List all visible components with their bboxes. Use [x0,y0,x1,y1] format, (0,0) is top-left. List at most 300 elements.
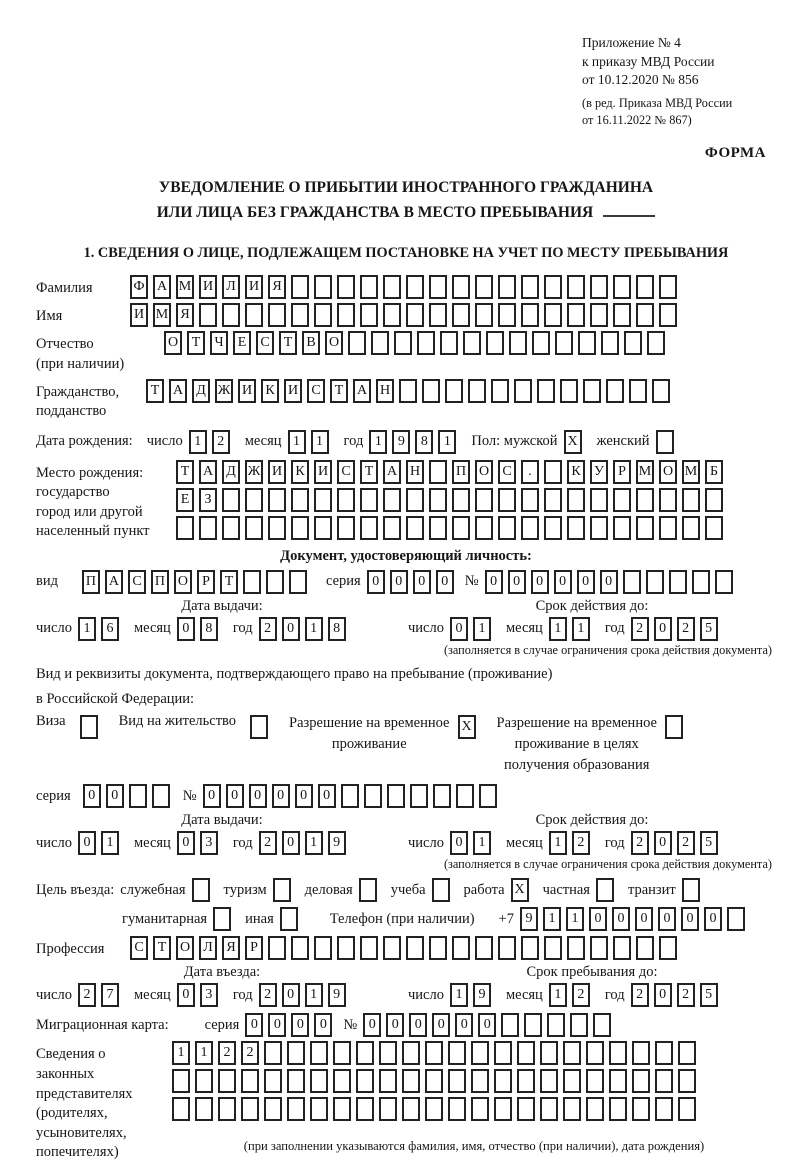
char-cell[interactable]: 2 [572,983,590,1007]
char-cell[interactable] [471,1069,489,1093]
char-cell[interactable] [399,379,417,403]
char-cell[interactable] [333,1069,351,1093]
char-cell[interactable]: 2 [677,831,695,855]
char-cell[interactable] [383,303,401,327]
char-cell[interactable]: 0 [450,617,468,641]
char-cell[interactable] [593,1013,611,1037]
char-cell[interactable] [417,331,435,355]
residence-number-cells[interactable] [203,784,502,808]
phone-cells[interactable] [520,907,750,931]
char-cell[interactable]: 2 [631,983,649,1007]
char-cell[interactable] [429,460,447,484]
char-cell[interactable] [586,1041,604,1065]
char-cell[interactable]: К [567,460,585,484]
char-cell[interactable] [646,570,664,594]
char-cell[interactable] [383,488,401,512]
checkbox-transit[interactable] [682,878,705,902]
char-cell[interactable] [425,1041,443,1065]
char-cell[interactable] [501,1013,519,1037]
char-cell[interactable] [406,488,424,512]
char-cell[interactable] [172,1069,190,1093]
char-cell[interactable]: 0 [654,617,672,641]
char-cell[interactable] [356,1041,374,1065]
representatives-cells-line2[interactable] [172,1069,776,1093]
char-cell[interactable]: П [452,460,470,484]
char-cell[interactable] [521,303,539,327]
char-cell[interactable] [452,303,470,327]
char-cell[interactable]: С [128,570,146,594]
residence-series-cells[interactable] [83,784,175,808]
char-cell[interactable]: 1 [566,907,584,931]
char-cell[interactable]: 0 [612,907,630,931]
doc-expiry-year-cells[interactable] [631,617,723,641]
char-cell[interactable] [517,1069,535,1093]
char-cell[interactable] [517,1041,535,1065]
char-cell[interactable] [268,516,286,540]
char-cell[interactable] [655,1097,673,1121]
char-cell[interactable]: 0 [436,570,454,594]
char-cell[interactable]: 0 [531,570,549,594]
char-cell[interactable] [402,1069,420,1093]
entry-month-cells[interactable] [177,983,223,1007]
char-cell[interactable] [629,379,647,403]
char-cell[interactable] [678,1097,696,1121]
char-cell[interactable]: И [130,303,148,327]
checkbox-business[interactable] [359,878,382,902]
char-cell[interactable] [348,331,366,355]
checkbox-female[interactable] [656,430,679,454]
char-cell[interactable] [544,460,562,484]
char-cell[interactable] [682,516,700,540]
residence-expiry-month-cells[interactable] [549,831,595,855]
char-cell[interactable]: 9 [520,907,538,931]
entry-year-cells[interactable] [259,983,351,1007]
char-cell[interactable] [613,936,631,960]
char-cell[interactable] [406,275,424,299]
char-cell[interactable]: 2 [677,617,695,641]
char-cell[interactable] [264,1069,282,1093]
char-cell[interactable] [596,878,614,902]
char-cell[interactable]: 1 [305,617,323,641]
char-cell[interactable] [471,1097,489,1121]
char-cell[interactable] [199,516,217,540]
char-cell[interactable] [432,878,450,902]
char-cell[interactable] [241,1069,259,1093]
char-cell[interactable] [586,1069,604,1093]
char-cell[interactable]: Е [176,488,194,512]
char-cell[interactable] [291,275,309,299]
char-cell[interactable]: 1 [438,430,456,454]
char-cell[interactable] [429,516,447,540]
char-cell[interactable] [669,570,687,594]
char-cell[interactable]: Е [233,331,251,355]
char-cell[interactable] [623,570,641,594]
char-cell[interactable]: 2 [218,1041,236,1065]
char-cell[interactable]: Р [613,460,631,484]
char-cell[interactable] [394,331,412,355]
char-cell[interactable] [448,1097,466,1121]
char-cell[interactable] [468,379,486,403]
char-cell[interactable]: 0 [635,907,653,931]
char-cell[interactable]: 0 [363,1013,381,1037]
checkbox-tourism[interactable] [273,878,296,902]
char-cell[interactable] [475,516,493,540]
char-cell[interactable]: М [176,275,194,299]
char-cell[interactable] [337,516,355,540]
doc-type-cells[interactable] [82,570,312,594]
char-cell[interactable]: 0 [450,831,468,855]
stay-year-cells[interactable] [631,983,723,1007]
char-cell[interactable] [636,488,654,512]
char-cell[interactable]: 0 [681,907,699,931]
char-cell[interactable] [656,430,674,454]
char-cell[interactable] [387,784,405,808]
char-cell[interactable]: 0 [282,831,300,855]
residence-issue-day-cells[interactable] [78,831,124,855]
char-cell[interactable]: 1 [549,831,567,855]
char-cell[interactable] [665,715,683,739]
char-cell[interactable] [356,1097,374,1121]
char-cell[interactable] [514,379,532,403]
char-cell[interactable] [360,303,378,327]
checkbox-other[interactable] [280,907,303,931]
char-cell[interactable] [429,303,447,327]
char-cell[interactable]: Д [192,379,210,403]
profession-cells[interactable] [130,936,682,960]
char-cell[interactable] [636,516,654,540]
char-cell[interactable]: 0 [282,983,300,1007]
char-cell[interactable]: К [291,460,309,484]
char-cell[interactable] [341,784,359,808]
char-cell[interactable] [586,1097,604,1121]
doc-issue-month-cells[interactable] [177,617,223,641]
char-cell[interactable] [129,784,147,808]
char-cell[interactable]: И [245,275,263,299]
char-cell[interactable]: 2 [631,831,649,855]
char-cell[interactable]: 8 [200,617,218,641]
char-cell[interactable] [80,715,98,739]
char-cell[interactable] [337,275,355,299]
char-cell[interactable]: 0 [177,831,195,855]
char-cell[interactable]: Н [406,460,424,484]
char-cell[interactable]: 0 [600,570,618,594]
char-cell[interactable]: И [199,275,217,299]
char-cell[interactable] [406,516,424,540]
char-cell[interactable]: 2 [78,983,96,1007]
char-cell[interactable] [402,1041,420,1065]
char-cell[interactable] [567,303,585,327]
char-cell[interactable]: М [153,303,171,327]
char-cell[interactable] [195,1097,213,1121]
char-cell[interactable] [636,936,654,960]
stay-day-cells[interactable] [450,983,496,1007]
char-cell[interactable]: 0 [508,570,526,594]
char-cell[interactable] [287,1041,305,1065]
char-cell[interactable]: 0 [455,1013,473,1037]
char-cell[interactable] [310,1069,328,1093]
char-cell[interactable] [590,275,608,299]
char-cell[interactable] [456,784,474,808]
char-cell[interactable]: 0 [554,570,572,594]
char-cell[interactable] [547,1013,565,1037]
char-cell[interactable] [268,936,286,960]
char-cell[interactable] [590,936,608,960]
birth-place-cells-line3[interactable] [176,516,728,540]
char-cell[interactable]: 2 [572,831,590,855]
char-cell[interactable] [563,1041,581,1065]
char-cell[interactable]: С [498,460,516,484]
char-cell[interactable]: А [169,379,187,403]
char-cell[interactable] [494,1041,512,1065]
checkbox-temp-permit[interactable] [458,715,481,739]
patronymic-cells[interactable] [164,331,670,355]
char-cell[interactable] [567,275,585,299]
char-cell[interactable] [280,907,298,931]
char-cell[interactable] [291,516,309,540]
char-cell[interactable] [521,275,539,299]
char-cell[interactable]: 0 [282,617,300,641]
char-cell[interactable] [291,303,309,327]
checkbox-visa[interactable] [80,715,103,739]
char-cell[interactable] [429,275,447,299]
representatives-cells-line1[interactable] [172,1041,776,1065]
char-cell[interactable] [452,516,470,540]
checkbox-study[interactable] [432,878,455,902]
char-cell[interactable] [524,1013,542,1037]
char-cell[interactable] [475,303,493,327]
char-cell[interactable] [429,488,447,512]
char-cell[interactable]: 2 [631,617,649,641]
char-cell[interactable] [241,1097,259,1121]
char-cell[interactable]: 0 [245,1013,263,1037]
char-cell[interactable] [222,488,240,512]
stay-month-cells[interactable] [549,983,595,1007]
migration-number-cells[interactable] [363,1013,616,1037]
char-cell[interactable]: И [314,460,332,484]
char-cell[interactable]: 1 [172,1041,190,1065]
char-cell[interactable]: 0 [83,784,101,808]
char-cell[interactable] [287,1069,305,1093]
char-cell[interactable] [682,878,700,902]
checkbox-humanitarian[interactable] [213,907,236,931]
char-cell[interactable]: 5 [700,831,718,855]
birth-place-cells-line2[interactable] [176,488,728,512]
char-cell[interactable] [498,936,516,960]
char-cell[interactable] [715,570,733,594]
birth-month-cells[interactable] [288,430,334,454]
char-cell[interactable]: 1 [189,430,207,454]
char-cell[interactable]: 0 [78,831,96,855]
char-cell[interactable] [268,488,286,512]
citizenship-cells[interactable] [146,379,675,403]
char-cell[interactable]: 5 [700,617,718,641]
char-cell[interactable] [287,1097,305,1121]
char-cell[interactable] [498,275,516,299]
char-cell[interactable]: 8 [328,617,346,641]
char-cell[interactable]: А [105,570,123,594]
char-cell[interactable] [245,303,263,327]
doc-series-cells[interactable] [367,570,459,594]
char-cell[interactable] [218,1097,236,1121]
char-cell[interactable]: 0 [658,907,676,931]
char-cell[interactable]: 5 [700,983,718,1007]
char-cell[interactable] [222,516,240,540]
char-cell[interactable] [613,303,631,327]
char-cell[interactable]: Т [279,331,297,355]
char-cell[interactable] [486,331,504,355]
migration-series-cells[interactable] [245,1013,337,1037]
char-cell[interactable]: 2 [259,617,277,641]
char-cell[interactable] [655,1041,673,1065]
char-cell[interactable] [632,1097,650,1121]
char-cell[interactable]: О [164,331,182,355]
char-cell[interactable] [440,331,458,355]
char-cell[interactable] [364,784,382,808]
char-cell[interactable] [590,488,608,512]
char-cell[interactable] [609,1041,627,1065]
char-cell[interactable]: 0 [478,1013,496,1037]
char-cell[interactable]: X [511,878,529,902]
char-cell[interactable] [266,570,284,594]
char-cell[interactable]: 0 [432,1013,450,1037]
char-cell[interactable] [314,936,332,960]
char-cell[interactable] [632,1041,650,1065]
char-cell[interactable]: 0 [203,784,221,808]
char-cell[interactable]: У [590,460,608,484]
char-cell[interactable] [379,1097,397,1121]
char-cell[interactable]: С [256,331,274,355]
char-cell[interactable] [601,331,619,355]
char-cell[interactable]: А [153,275,171,299]
char-cell[interactable]: X [564,430,582,454]
char-cell[interactable]: 1 [473,831,491,855]
char-cell[interactable] [692,570,710,594]
char-cell[interactable] [273,878,291,902]
char-cell[interactable]: 2 [677,983,695,1007]
char-cell[interactable]: 0 [106,784,124,808]
char-cell[interactable] [452,488,470,512]
char-cell[interactable]: 1 [288,430,306,454]
char-cell[interactable] [310,1041,328,1065]
char-cell[interactable]: 1 [195,1041,213,1065]
char-cell[interactable] [310,1097,328,1121]
char-cell[interactable]: Т [330,379,348,403]
char-cell[interactable] [192,878,210,902]
char-cell[interactable] [213,907,231,931]
char-cell[interactable]: 0 [318,784,336,808]
char-cell[interactable] [291,936,309,960]
char-cell[interactable] [268,303,286,327]
char-cell[interactable] [152,784,170,808]
char-cell[interactable]: М [682,460,700,484]
doc-expiry-month-cells[interactable] [549,617,595,641]
char-cell[interactable] [433,784,451,808]
doc-expiry-day-cells[interactable] [450,617,496,641]
char-cell[interactable]: В [302,331,320,355]
char-cell[interactable] [356,1069,374,1093]
char-cell[interactable] [379,1041,397,1065]
representatives-cells-line3[interactable] [172,1097,776,1121]
char-cell[interactable]: И [238,379,256,403]
char-cell[interactable]: 1 [305,831,323,855]
char-cell[interactable] [245,516,263,540]
char-cell[interactable] [659,303,677,327]
char-cell[interactable] [540,1041,558,1065]
char-cell[interactable] [636,275,654,299]
char-cell[interactable] [333,1097,351,1121]
char-cell[interactable] [563,1097,581,1121]
checkbox-work[interactable] [511,878,534,902]
char-cell[interactable]: 0 [409,1013,427,1037]
checkbox-residence-permit[interactable] [250,715,273,739]
char-cell[interactable]: 0 [654,983,672,1007]
char-cell[interactable] [479,784,497,808]
char-cell[interactable] [655,1069,673,1093]
char-cell[interactable]: О [325,331,343,355]
char-cell[interactable] [613,488,631,512]
char-cell[interactable]: X [458,715,476,739]
char-cell[interactable]: Р [245,936,263,960]
char-cell[interactable] [567,488,585,512]
char-cell[interactable] [682,488,700,512]
birth-year-cells[interactable] [369,430,461,454]
char-cell[interactable] [250,715,268,739]
char-cell[interactable]: Ч [210,331,228,355]
char-cell[interactable] [606,379,624,403]
char-cell[interactable]: 0 [226,784,244,808]
char-cell[interactable] [422,379,440,403]
char-cell[interactable] [613,275,631,299]
surname-cells[interactable] [130,275,682,299]
char-cell[interactable]: 9 [328,831,346,855]
char-cell[interactable]: 0 [386,1013,404,1037]
char-cell[interactable] [383,936,401,960]
char-cell[interactable]: Ф [130,275,148,299]
char-cell[interactable]: 0 [268,1013,286,1037]
char-cell[interactable] [498,516,516,540]
char-cell[interactable] [379,1069,397,1093]
char-cell[interactable]: 0 [654,831,672,855]
char-cell[interactable] [517,1097,535,1121]
char-cell[interactable] [452,275,470,299]
char-cell[interactable]: С [307,379,325,403]
char-cell[interactable]: 0 [272,784,290,808]
char-cell[interactable] [498,488,516,512]
char-cell[interactable] [471,1041,489,1065]
char-cell[interactable]: 1 [305,983,323,1007]
char-cell[interactable] [410,784,428,808]
char-cell[interactable]: А [353,379,371,403]
char-cell[interactable] [429,936,447,960]
char-cell[interactable] [590,303,608,327]
char-cell[interactable] [448,1069,466,1093]
char-cell[interactable]: 3 [200,983,218,1007]
char-cell[interactable]: 0 [589,907,607,931]
char-cell[interactable]: Р [197,570,215,594]
char-cell[interactable]: 0 [314,1013,332,1037]
char-cell[interactable]: Д [222,460,240,484]
char-cell[interactable]: Т [220,570,238,594]
char-cell[interactable]: Я [176,303,194,327]
char-cell[interactable] [475,275,493,299]
char-cell[interactable] [544,516,562,540]
char-cell[interactable]: Н [376,379,394,403]
char-cell[interactable]: 0 [577,570,595,594]
char-cell[interactable] [583,379,601,403]
char-cell[interactable] [406,303,424,327]
char-cell[interactable]: 0 [177,983,195,1007]
char-cell[interactable]: 0 [249,784,267,808]
